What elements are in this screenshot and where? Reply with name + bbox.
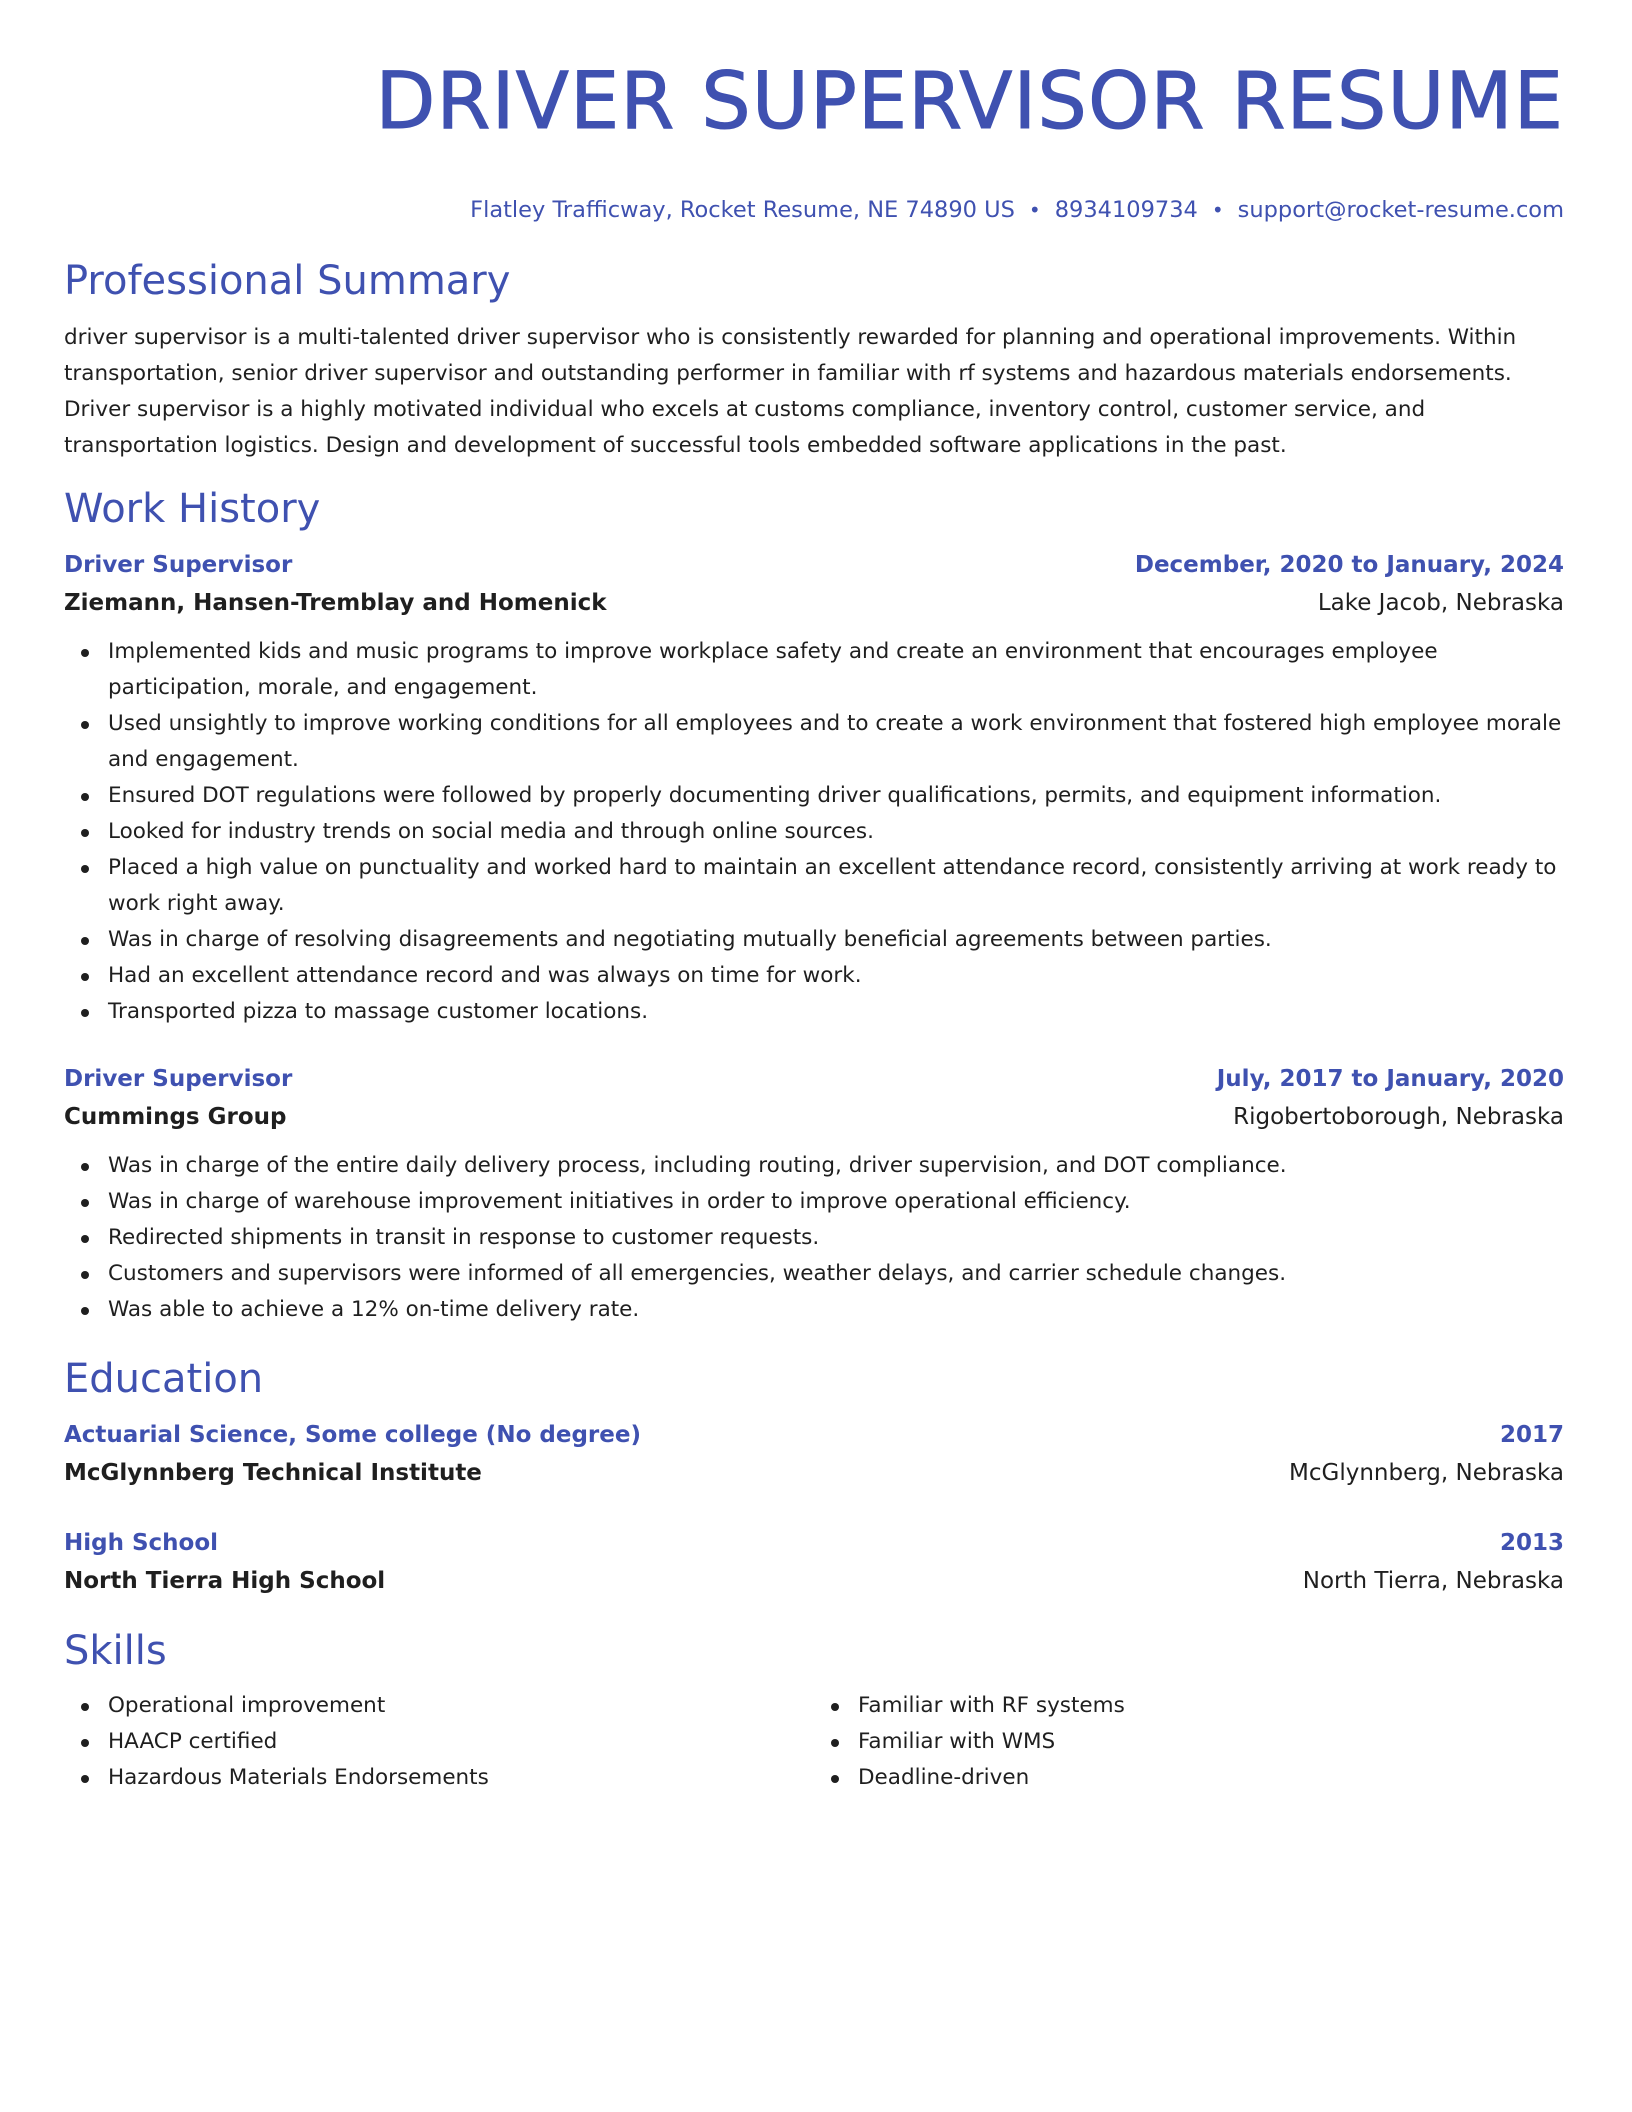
section-heading-education: Education (64, 1356, 264, 1402)
job-header (64, 1060, 1564, 1098)
job-title: Driver Supervisor (64, 1066, 293, 1092)
resume-title: DRIVER SUPERVISOR RESUME (375, 57, 1564, 147)
education-header (64, 1524, 1564, 1562)
job-title: Driver Supervisor (64, 552, 293, 578)
education-school: McGlynnberg Technical Institute (64, 1460, 482, 1486)
list-item: Used unsightly to improve working conditions for all employees and to create a work environment that fostered high employee morale and engagement. (108, 706, 1564, 778)
list-item: Ensured DOT regulations were followed by properly documenting driver qualifications, permits, and equipment information. (108, 778, 1564, 814)
job-location: Lake Jacob, Nebraska (1317, 590, 1564, 616)
job-dates: July, 2017 to January, 2020 (1216, 1066, 1564, 1092)
skills-section (64, 1624, 1564, 1796)
job-location: Rigobertoborough, Nebraska (1233, 1104, 1564, 1130)
skill-item: HAACP certified (108, 1724, 814, 1760)
section-heading-summary: Professional Summary (64, 258, 511, 304)
education-school-row (64, 1454, 1564, 1492)
skill-item: Deadline-driven (858, 1760, 1564, 1796)
list-item: Had an excellent attendance record and was always on time for work. (108, 958, 1564, 994)
contact-separator: • (1211, 198, 1224, 222)
skill-item: Familiar with RF systems (858, 1688, 1564, 1724)
skill-item: Operational improvement (108, 1688, 814, 1724)
contact-separator: • (1028, 198, 1041, 222)
section-heading-work-history: Work History (64, 486, 321, 532)
contact-address: Flatley Trafficway, Rocket Resume, NE 74890 US (470, 197, 1015, 223)
job-bullets (64, 1148, 1564, 1328)
work-history-section (64, 482, 1564, 1328)
job-company: Ziemann, Hansen-Tremblay and Homenick (64, 590, 607, 616)
education-school-row (64, 1562, 1564, 1600)
skill-item: Hazardous Materials Endorsements (108, 1760, 814, 1796)
job-bullets (64, 634, 1564, 1030)
contact-phone: 8934109734 (1054, 197, 1198, 223)
contact-line (64, 194, 1564, 226)
education-degree: High School (64, 1530, 219, 1556)
job-entry (64, 1060, 1564, 1328)
job-company-row (64, 1098, 1564, 1136)
skill-item: Familiar with WMS (858, 1724, 1564, 1760)
education-year: 2017 (1499, 1422, 1564, 1448)
skills-column-right (814, 1688, 1564, 1796)
education-header (64, 1416, 1564, 1454)
job-company: Cummings Group (64, 1104, 287, 1130)
summary-text: driver supervisor is a multi-talented driver supervisor who is consistently rewarded for planning and operational improvements. Within transportation, senior driver supervisor and outstanding performer in familiar with rf systems and hazardous materials endorsements. Driver supervisor is a highly motivated individual who excels at customs compliance, inventory control, customer service, and transportation logistics. Design and development of successful tools embedded software applications in the past. (64, 325, 1517, 458)
education-entry (64, 1416, 1564, 1492)
list-item: Implemented kids and music programs to improve workplace safety and create an environment that encourages employee participation, morale, and engagement. (108, 634, 1564, 706)
list-item: Transported pizza to massage customer locations. (108, 994, 1564, 1030)
list-item: Was in charge of resolving disagreements and negotiating mutually beneficial agreements between parties. (108, 922, 1564, 958)
summary-section (64, 254, 1564, 464)
section-heading-skills: Skills (64, 1628, 167, 1674)
education-degree: Actuarial Science, Some college (No degree) (64, 1422, 641, 1448)
list-item: Was in charge of warehouse improvement initiatives in order to improve operational efficiency. (108, 1184, 1564, 1220)
list-item: Placed a high value on punctuality and worked hard to maintain an excellent attendance record, consistently arriving at work ready to work right away. (108, 850, 1564, 922)
list-item: Was able to achieve a 12% on-time delivery rate. (108, 1292, 1564, 1328)
job-dates: December, 2020 to January, 2024 (1134, 552, 1564, 578)
list-item: Redirected shipments in transit in response to customer requests. (108, 1220, 1564, 1256)
list-item: Looked for industry trends on social media and through online sources. (108, 814, 1564, 850)
job-entry (64, 546, 1564, 1030)
education-section (64, 1352, 1564, 1600)
job-header (64, 546, 1564, 584)
education-location: North Tierra, Nebraska (1302, 1568, 1564, 1594)
education-year: 2013 (1499, 1530, 1564, 1556)
education-entry (64, 1524, 1564, 1600)
list-item: Customers and supervisors were informed of all emergencies, weather delays, and carrier schedule changes. (108, 1256, 1564, 1292)
skills-grid (64, 1688, 1564, 1796)
list-item: Was in charge of the entire daily delivery process, including routing, driver supervision, and DOT compliance. (108, 1148, 1564, 1184)
education-school: North Tierra High School (64, 1568, 386, 1594)
job-company-row (64, 584, 1564, 622)
skills-column-left (64, 1688, 814, 1796)
resume-page (64, 40, 1564, 1796)
contact-email: support@rocket-resume.com (1237, 197, 1564, 223)
education-location: McGlynnberg, Nebraska (1289, 1460, 1564, 1486)
